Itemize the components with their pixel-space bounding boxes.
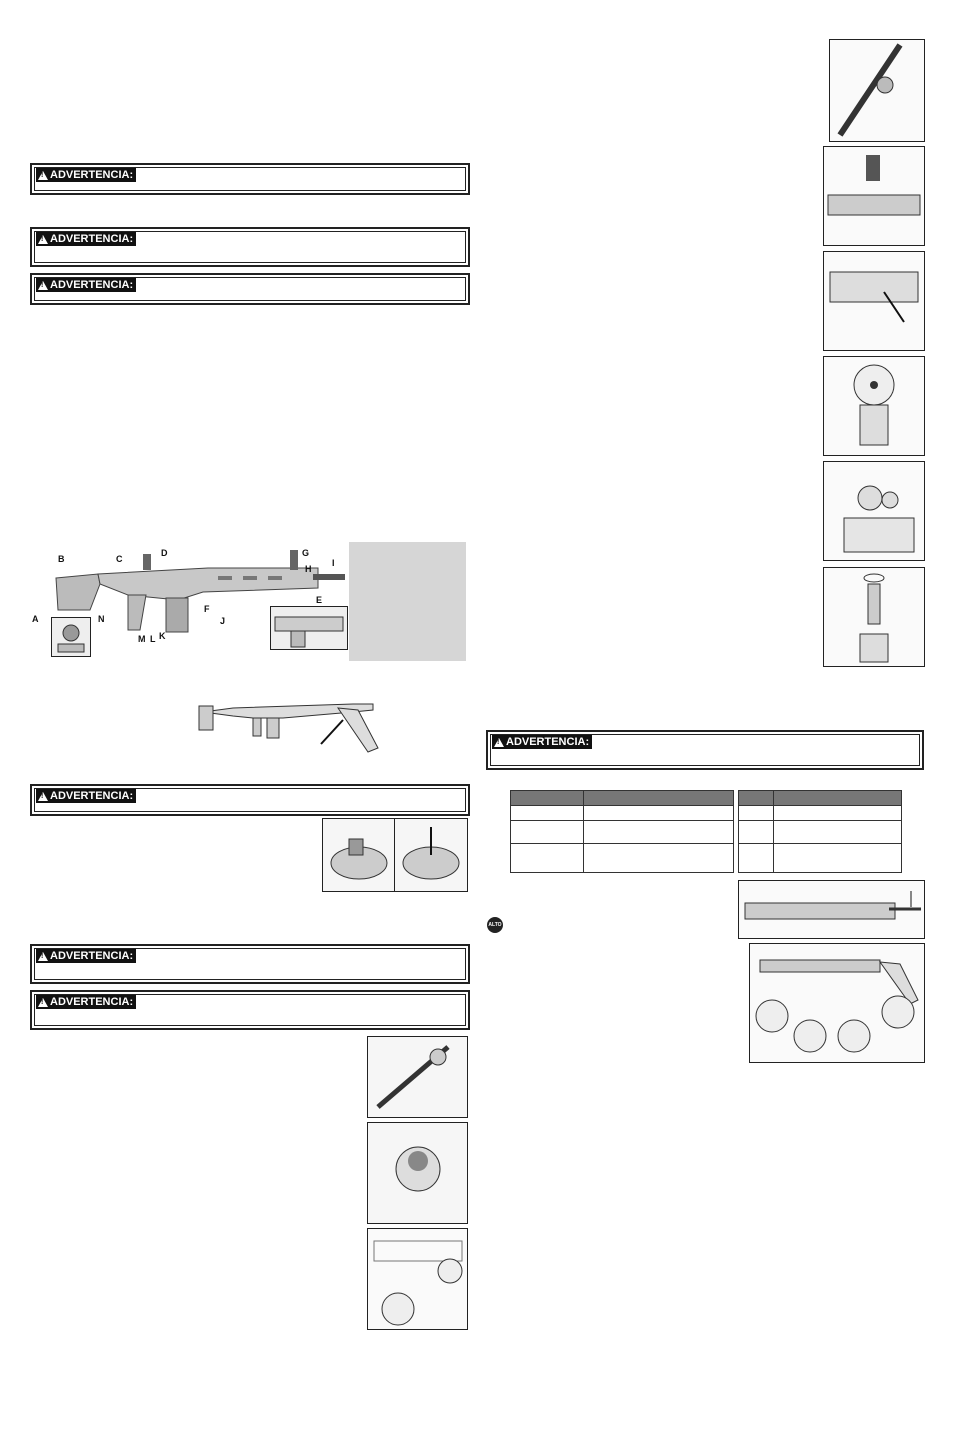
rail-detail-figure [367,1228,468,1330]
hopper-figure-2 [394,818,468,892]
warning-box-4: ! ADVERTENCIA: [30,784,470,816]
rail-mount-figure [829,39,925,142]
warning-icon [38,998,48,1007]
part-label-L: L [150,634,156,644]
part-label-A: A [32,614,39,624]
part-label-H: H [305,564,312,574]
warning-icon [38,171,48,180]
part-label-K: K [159,631,166,641]
part-label-D: D [161,548,168,558]
info-panel [349,542,466,661]
part-label-C: C [116,554,123,564]
barrel-cleaning-figure [738,880,925,939]
warning-icon [494,738,504,747]
warning-icon [38,792,48,801]
holding-rifle-figure [367,1036,468,1118]
warning-box-6: ! ADVERTENCIA: [30,990,470,1030]
disassembly-figure [749,943,925,1063]
spec-table-right [738,790,902,873]
warning-box-7: ! ADVERTENCIA: [486,730,924,770]
warning-box-1: ! ADVERTENCIA: [30,163,470,195]
warning-box-5: ! ADVERTENCIA: [30,944,470,984]
receiver-figure [823,251,925,351]
rifle-parts-diagram [28,540,348,658]
part-label-M: M [138,634,146,644]
part-label-G: G [302,548,310,558]
rear-sight-figure [823,356,925,456]
stock-detail-inset [51,617,91,657]
part-label-F: F [204,604,210,614]
part-label-N: N [98,614,105,624]
part-label-I: I [332,558,335,568]
warning-box-3: ! ADVERTENCIA: [30,273,470,305]
part-label-B: B [58,554,65,564]
warning-icon [38,281,48,290]
folded-handguard-diagram [193,672,383,754]
warning-icon [38,952,48,961]
hopper-figure-1 [322,818,396,892]
magazine-insert-figure [823,146,925,246]
spec-table-left [510,790,734,873]
sight-adjust-figure [823,461,925,561]
warning-box-2: ! ADVERTENCIA: [30,227,470,267]
cap-figure [367,1122,468,1224]
front-sight-figure [823,567,925,667]
stop-icon: ALTO [487,917,503,933]
warning-icon [38,235,48,244]
receiver-detail-inset [270,606,348,650]
part-label-E: E [316,595,323,605]
part-label-J: J [220,616,226,626]
